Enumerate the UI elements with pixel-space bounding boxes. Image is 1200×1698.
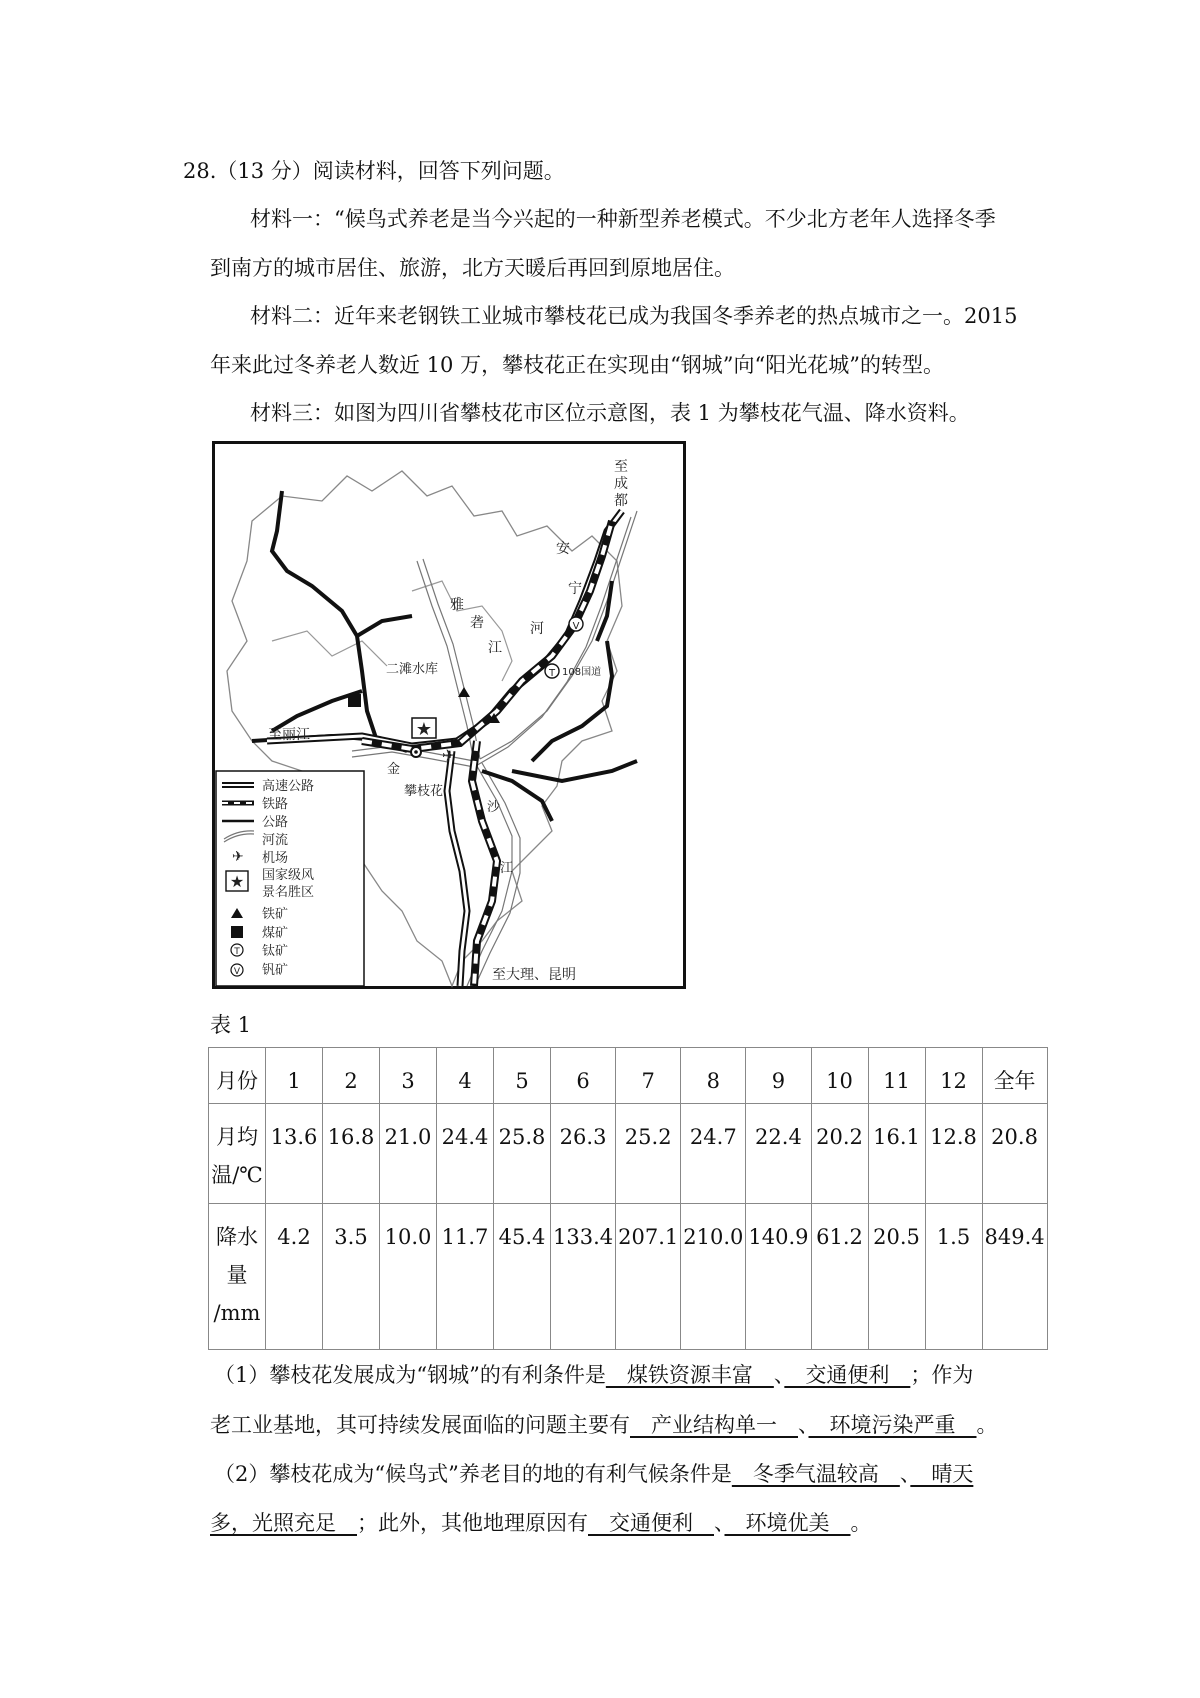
label-to-chengdu-1: 至 bbox=[614, 459, 628, 475]
temperature-cell: 13.6 bbox=[266, 1104, 323, 1204]
airport-icon: ✈ bbox=[442, 746, 456, 765]
temperature-label-line2: 温/℃ bbox=[211, 1163, 263, 1187]
legend-railway: 铁路 bbox=[262, 797, 289, 812]
q1-answer-1: 煤铁资源丰富 bbox=[605, 1363, 774, 1387]
q2-end: 。 bbox=[850, 1511, 872, 1535]
temperature-cell: 25.8 bbox=[494, 1104, 551, 1204]
q1-middle: ；作为 bbox=[910, 1363, 974, 1387]
material-two-line2: 年来此过冬养老人数近 10 万，攀枝花正在实现由“钢城”向“阳光花城”的转型。 bbox=[210, 353, 945, 377]
temperature-cell: 16.8 bbox=[323, 1104, 380, 1204]
label-yalong-3: 江 bbox=[488, 640, 502, 656]
header-cell: 6 bbox=[551, 1048, 616, 1104]
temperature-cell: 16.1 bbox=[868, 1104, 925, 1204]
q2-answer-2a: 晴天 bbox=[910, 1462, 974, 1486]
climate-table bbox=[208, 1047, 1048, 1350]
temperature-cell: 20.2 bbox=[811, 1104, 868, 1204]
q2-separator-2: 、 bbox=[714, 1511, 725, 1535]
scenic-area-icon bbox=[412, 718, 436, 740]
legend-river: 河流 bbox=[262, 833, 289, 848]
temperature-cell: 20.8 bbox=[982, 1104, 1047, 1204]
precipitation-cell: 849.4 bbox=[982, 1204, 1047, 1350]
precipitation-cell: 20.5 bbox=[868, 1204, 925, 1350]
q2-answer-1: 冬季气温较高 bbox=[731, 1462, 900, 1486]
q1-end: 。 bbox=[976, 1413, 998, 1437]
header-cell: 10 bbox=[811, 1048, 868, 1104]
legend-vanadium: 钒矿 bbox=[262, 963, 289, 978]
answer-2-line1 bbox=[214, 1459, 973, 1489]
precipitation-label-line1: 降水 bbox=[216, 1225, 258, 1249]
legend-road: 公路 bbox=[262, 815, 289, 830]
q2-answer-3: 交通便利 bbox=[588, 1511, 714, 1535]
legend-coal: 煤矿 bbox=[262, 926, 289, 941]
header-cell: 11 bbox=[868, 1048, 925, 1104]
legend-airport: 机场 bbox=[262, 851, 289, 866]
header-cell: 8 bbox=[681, 1048, 746, 1104]
q2-answer-2b: 多，光照充足 bbox=[210, 1511, 357, 1535]
header-cell: 全年 bbox=[982, 1048, 1047, 1104]
header-cell: 5 bbox=[494, 1048, 551, 1104]
precipitation-label-line3: /mm bbox=[213, 1301, 261, 1325]
temperature-cell: 24.4 bbox=[437, 1104, 494, 1204]
legend-iron: 铁矿 bbox=[262, 907, 289, 922]
q1-separator-2: 、 bbox=[798, 1413, 809, 1437]
label-to-lijiang: 至丽江 bbox=[268, 727, 310, 743]
svg-text:✈: ✈ bbox=[232, 849, 244, 865]
precipitation-cell: 10.0 bbox=[380, 1204, 437, 1350]
header-cell: 4 bbox=[437, 1048, 494, 1104]
temperature-cell: 21.0 bbox=[380, 1104, 437, 1204]
precipitation-cell: 133.4 bbox=[551, 1204, 616, 1350]
svg-text:★: ★ bbox=[415, 719, 433, 740]
header-cell: 12 bbox=[925, 1048, 982, 1104]
header-cell: 7 bbox=[616, 1048, 681, 1104]
legend-scenic-1: 国家级风 bbox=[262, 868, 315, 883]
label-to-chengdu-2: 成 bbox=[614, 476, 628, 492]
table-caption: 表 1 bbox=[210, 1013, 252, 1037]
label-yalong-1: 雅 bbox=[450, 597, 464, 613]
precipitation-cell: 140.9 bbox=[746, 1204, 811, 1350]
titanium-mine-icon bbox=[545, 664, 559, 679]
map-legend bbox=[216, 771, 364, 986]
svg-text:T: T bbox=[234, 947, 240, 957]
q2-separator-1: 、 bbox=[899, 1462, 911, 1486]
label-anning-3: 河 bbox=[530, 621, 544, 637]
header-cell: 9 bbox=[746, 1048, 811, 1104]
label-anning-2: 宁 bbox=[568, 581, 582, 597]
temperature-cell: 24.7 bbox=[681, 1104, 746, 1204]
label-to-chengdu-3: 都 bbox=[614, 493, 628, 509]
svg-text:T: T bbox=[548, 668, 556, 679]
q1-answer-4: 环境污染严重 bbox=[808, 1413, 977, 1437]
header-cell: 1 bbox=[266, 1048, 323, 1104]
precipitation-cell: 11.7 bbox=[437, 1204, 494, 1350]
answer-1-line1 bbox=[214, 1360, 973, 1390]
material-three: 材料三：如图为四川省攀枝花市区位示意图，表 1 为攀枝花气温、降水资料。 bbox=[250, 401, 970, 425]
table-row-temperature bbox=[209, 1104, 1048, 1204]
precipitation-cell: 1.5 bbox=[925, 1204, 982, 1350]
label-route108: 108国道 bbox=[562, 667, 602, 678]
precipitation-cell: 45.4 bbox=[494, 1204, 551, 1350]
question-title: 28.（13 分）阅读材料，回答下列问题。 bbox=[183, 159, 565, 183]
legend-scenic-2: 景名胜区 bbox=[262, 885, 315, 900]
svg-text:V: V bbox=[233, 967, 241, 977]
precipitation-cell: 3.5 bbox=[323, 1204, 380, 1350]
temperature-cell: 22.4 bbox=[746, 1104, 811, 1204]
coal-mine-icon bbox=[348, 694, 361, 707]
temperature-label-line1: 月均 bbox=[216, 1125, 258, 1149]
material-one-line1: 材料一：“候鸟式养老是当今兴起的一种新型养老模式。不少北方老年人选择冬季 bbox=[250, 207, 996, 231]
label-panzhihua: 攀枝花 bbox=[404, 784, 444, 799]
label-ertan: 二滩水库 bbox=[386, 662, 439, 677]
q2-answer-4: 环境优美 bbox=[724, 1511, 851, 1535]
q1-prompt-2: 老工业基地，其可持续发展面临的问题主要有 bbox=[210, 1413, 630, 1437]
header-cell: 2 bbox=[323, 1048, 380, 1104]
temperature-label-cell bbox=[209, 1104, 266, 1204]
temperature-cell: 12.8 bbox=[925, 1104, 982, 1204]
legend-titanium: 钛矿 bbox=[262, 944, 289, 959]
legend-expressway: 高速公路 bbox=[262, 779, 315, 794]
label-jinsha-3: 江 bbox=[500, 861, 514, 876]
precipitation-label-cell bbox=[209, 1204, 266, 1350]
vanadium-mine-icon bbox=[569, 617, 583, 632]
q1-separator-1: 、 bbox=[773, 1363, 785, 1387]
q1-answer-2: 交通便利 bbox=[784, 1363, 911, 1387]
location-map bbox=[212, 441, 686, 989]
precipitation-cell: 210.0 bbox=[681, 1204, 746, 1350]
svg-text:★: ★ bbox=[229, 872, 245, 891]
q1-prompt: （1）攀枝花发展成为“钢城”的有利条件是 bbox=[214, 1363, 606, 1387]
label-to-dali: 至大理、昆明 bbox=[492, 967, 576, 983]
precipitation-label-line2: 量 bbox=[226, 1263, 248, 1287]
material-one-line2: 到南方的城市居住、旅游，北方天暖后再回到原地居住。 bbox=[210, 256, 735, 280]
answer-1-line2 bbox=[210, 1410, 998, 1440]
table-row-header bbox=[209, 1048, 1048, 1104]
header-cell: 3 bbox=[380, 1048, 437, 1104]
header-cell: 月份 bbox=[209, 1048, 266, 1104]
q2-middle: ；此外，其他地理原因有 bbox=[357, 1511, 588, 1535]
precipitation-cell: 4.2 bbox=[266, 1204, 323, 1350]
label-yalong-2: 砻 bbox=[470, 615, 484, 631]
temperature-cell: 25.2 bbox=[616, 1104, 681, 1204]
label-anning-1: 安 bbox=[556, 541, 570, 557]
q2-prompt: （2）攀枝花成为“候鸟式”养老目的地的有利气候条件是 bbox=[214, 1462, 732, 1486]
precipitation-cell: 61.2 bbox=[811, 1204, 868, 1350]
svg-text:V: V bbox=[572, 621, 580, 632]
label-jinsha-1: 金 bbox=[387, 762, 401, 777]
answer-2-line2 bbox=[210, 1508, 872, 1538]
q1-answer-3: 产业结构单一 bbox=[630, 1413, 798, 1437]
precipitation-cell: 207.1 bbox=[616, 1204, 681, 1350]
table-row-precipitation bbox=[209, 1204, 1048, 1350]
material-two-line1: 材料二：近年来老钢铁工业城市攀枝花已成为我国冬季养老的热点城市之一。2015 bbox=[250, 304, 1018, 328]
temperature-cell: 26.3 bbox=[551, 1104, 616, 1204]
label-jinsha-2: 沙 bbox=[487, 800, 501, 815]
